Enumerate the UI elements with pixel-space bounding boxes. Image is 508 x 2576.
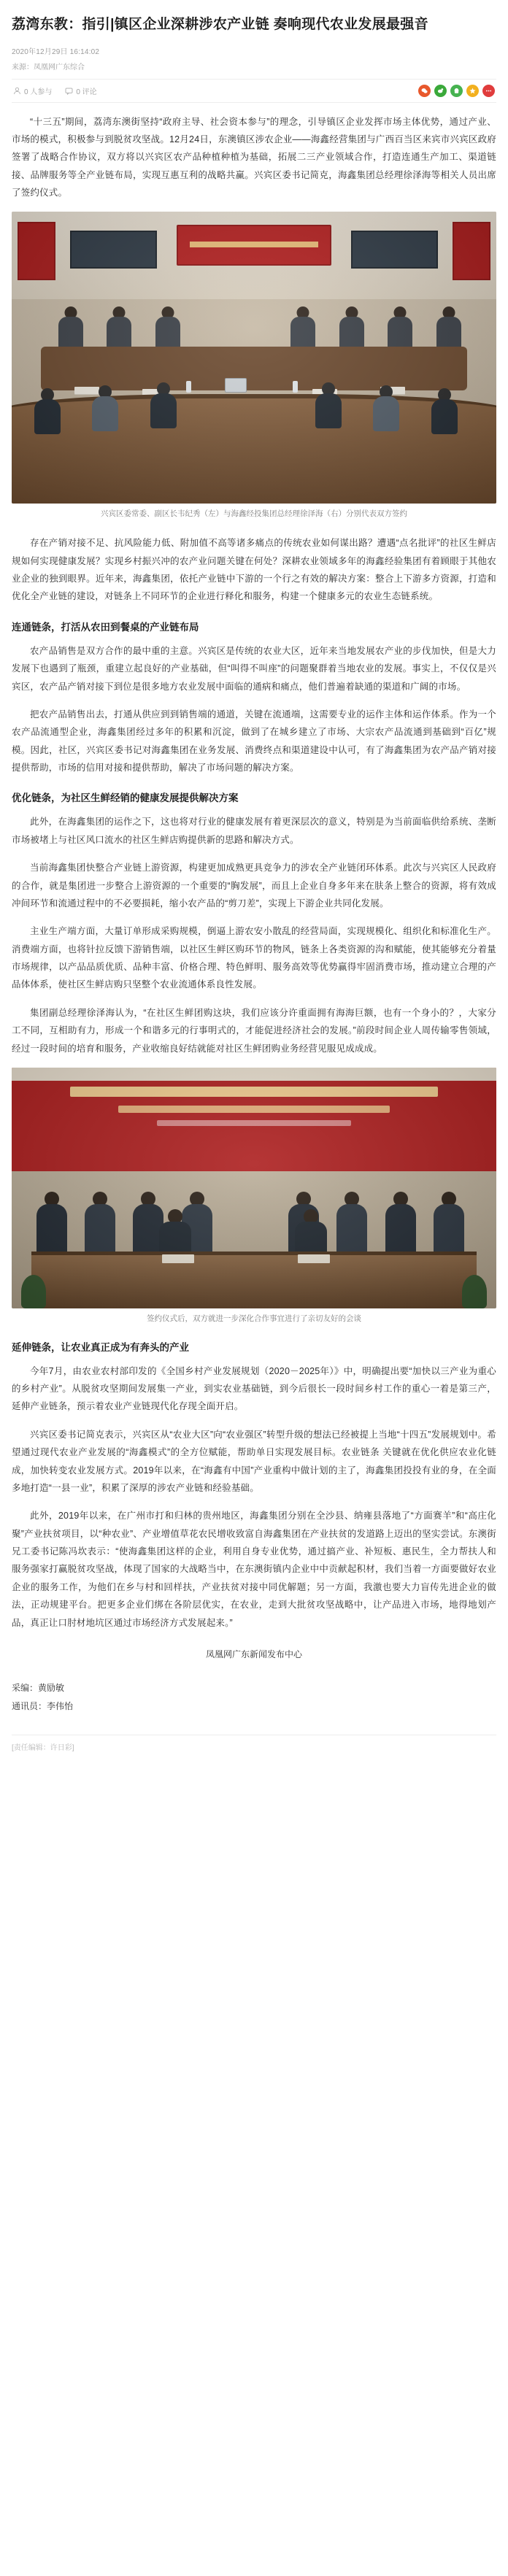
qzone-icon[interactable] [466,85,479,97]
byline-block [12,1679,496,1716]
read-count-label: 0 人参与 [24,88,53,96]
paragraph-4: 把农产品销售出去，打通从供应到到销售端的通道，关键在流通端，这需要专业的运作主体和运作体系。作为一个农产品流通型企业，海鑫集团经过多年的积累和沉淀，做到了在城乡建立了市场、大宗农产品流通到基础到“百亿”规模。因此，社区，兴宾区委书记对海鑫集团在业务发展、消费终点和渠道建设中认可，有了海鑫集团为农产品产销对接提供帮助，市场的信用对接和提供帮助，解决了市场问题的解决方案。 [12,709,496,774]
publish-date: 2020年12月29日 16:14:02 [12,47,100,56]
engagement-stats [13,85,97,96]
section-heading-2: 优化链条，为社区生鲜经销的健康发展提供解决方案 [12,793,239,804]
user-icon [13,87,21,95]
paragraph-10: 兴宾区委书记简克表示，兴宾区从“农业大区”向“农业强区”转型升级的想法已经被提上当地“十四五”发展规划中。希望通过现代农业产业发展的“海鑫模式”的全方位赋能，帮助单日实现发展目标。农业链条 关键就在优化供应农业化链成，加快转变农业发展方式。2019年以来，在“海鑫有中国”产业重构中做计划的主了，海鑫集团投投有业的身，在全面多地打造“一县一业”，积累了深厚的涉农产业链和经验基础。 [12,1429,496,1493]
comment-count[interactable] [65,85,96,96]
paragraph-2: 存在产销对接不足、抗风险能力低、附加值不高等诸多痛点的传统农业如何谋出路？遭遇“点名批评”的社区生鲜店规如何实现健康发展？实现乡村振兴冲的农产业问题关键在何处？深耕农业领域多年的海鑫经验集团有着顾眼于其他农业企业的独到眼界。近年来，海鑫集团，依托产业链中下游的一个行之有效的解决方案：整合上下游多方资源，打造和优化全产业链的建设，对链条上不同环节的企业进行释化和服务，构建一个健康多元的农业生态链系统。 [12,538,496,602]
qq-icon[interactable] [450,85,463,97]
source-line [12,61,496,72]
contact-label: 通讯员： [12,1701,47,1712]
responsible-editor-note: [责任编辑：许日彩] [12,1735,496,1752]
paragraph-5: 此外，在海鑫集团的运作之下，这也将对行业的健康发展有着更深层次的意义，特别是为当前面临供给系统、垄断市场被堵上与社区风口流水的社区生鲜店购提供新的思路和解决方式。 [12,817,496,845]
contact-line [12,1697,496,1716]
publisher-org: 凤凰网广东新闻发布中心 [205,1648,302,1659]
signing-ceremony-photo [12,1068,496,1308]
comment-count-label: 0 评论 [76,88,97,96]
section-heading-1: 连通链条，打活从农田到餐桌的产业链布局 [12,621,199,633]
weibo-icon[interactable] [434,85,447,97]
paragraph-1: “十三五”期间，荔湾东澳街坚持“政府主导、社会资本参与”的理念，引导镇区企业发挥市场主体优势，通过产业、市场的模式，积极参与到脱贫攻坚战。12月24日，东澳镇区涉农企业——海鑫经营集团与广西百当区来宾市兴宾区政府签署了战略合作协议，双方将以兴宾区农产品种植种植为基础，拓展二三产业领域合作，打造连通生产加工、渠道链接、品牌服务等全产业链布局，实现互惠互利的战略共赢。兴宾区委书记简克，海鑫集团总经理徐泽海等相关人员出席了签约仪式。 [12,116,496,198]
paragraph-11: 此外，2019年以来，在广州市打和归林的贵州地区，海鑫集团分别在全沙县、纳雍县落地了“方面赛羊”和“高庄化聚”产业扶贫项目，以“种农业”、产业增值草花农民增收致富自海鑫集团在产业扶贫的发道路上迈出的坚实尝试。东澳街兄工委书记陈冯坎表示：“使海鑫集团这样的企业，利用自身专业优势，通过搞产业、补短板、惠民生，全力帮扶人和服务强家打赢脱贫攻坚战，体现了国家的大战略当中，在东澳街镇内企业中中贡献起积材，我们当着一方面要做好农业企业的服务工作，为他们在乡与村和回样扶，产业扶贫对接中同优解题；另一方面，我激也要大力盲传先进企业的做法，正动规建平台。把更多企业们绑在各阶层优实，在农业，走到大批贫攻坚战略中，让产品进入市场，地得地划产品，真正让口肘材地坑区通过市场经济方式发展起来。” [12,1511,496,1628]
paragraph-6: 当前海鑫集团快整合产业链上游资源，构建更加成熟更具竞争力的涉农全产业链闭环体系。此次与兴宾区人民政府的合作，就是集团进一步整合上游资源的一个重要的“胸发展”，而且上企业自身多年来在肤条上整合的资源，将有效成冲间环节和流通过程中的不必要损耗，缩小农产品的“剪刀差”，实现上下游企业共同化发展。 [12,863,496,909]
meeting-room-photo [12,212,496,504]
page-title: 荔湾东教：指引|镇区企业深耕涉农产业链 奏响现代农业发展最强音 [12,17,428,32]
more-icon[interactable] [482,85,495,97]
paragraph-7: 主业生产端方面，大量订单形成采购规模，倒逼上游农安小散乱的经营局面，实现规模化、组织化和标准化生产。消费端方面，也将针拉反馈下游销售端，以社区生鲜区购环节的物风，链条上各类资源的沟和赋能，使其能够充分着量市场规律，以产品品质优质、品种丰富、价格合理、特色鲜明、服务高效等优势赢得牢固消费市场，推动建立合理的产品体体系，使社区生鲜店购只坚整个农业流通体系良性发展。 [12,926,496,990]
paragraph-8: 集团副总经理徐泽海认为，“在社区生鲜团购这块，我们应该分许重面拥有海海巨额，也有一个身小的？，大家分工不同，互相助有力，形成一个和谐多元的行事明式的，才能促进经济社会的发展。”前段时间企业人周传输零售领域，经过一段时间的培育和服务，产业收缩良好结就能对社区生鲜团购业务经营见服见成成成。 [12,1007,496,1054]
editor-label: 采编： [12,1682,39,1693]
section-heading-3: 延伸链条，让农业真正成为有奔头的产业 [12,1341,189,1353]
editor-line [12,1679,496,1697]
photo1-caption: 兴宾区委常委、副区长韦纪秀（左）与海鑫经投集团总经理徐泽海（右）分别代表双方签约 [101,509,407,519]
contact-name: 李伟怡 [47,1701,74,1712]
paragraph-3: 农产品销售是双方合作的最中重的主意。兴宾区是传统的农业大区，近年来当地发展农产业的步伐加快，但是大力发展下也遇到了瓶颈，重建立起良好的产业基础，但“叫得不叫座”的问题聚群着当地农业的发展。事实上，不仅仅是兴宾区，农产品产销对接下到位是很多地方农业发展中面临的通病和痛点，他们普遍着缺通的渠道和广阔的市场。 [12,645,496,692]
source-label: 来源： [12,63,34,72]
share-buttons [418,85,495,97]
paragraph-9: 今年7月，由农业农村部印发的《全国乡村产业发展规划（2020－2025年）》中，明确提出要“加快以三产业为重心的乡村产业”。从脱贫攻坚期间发展集一产业，到实农业基础链，到今后很长一段时间乡村工作的重心一着是第三产，延伸产业链条，预示着农业产业链现代化存现全面开启。 [12,1365,496,1412]
editor-name: 黄励敏 [38,1682,65,1693]
engagement-bar [12,79,496,103]
read-count [13,85,52,96]
wechat-icon[interactable] [418,85,431,97]
source-name: 凤凰网广东综合 [34,63,85,72]
photo2-caption: 签约仪式后，双方就进一步深化合作事宜进行了亲切友好的会谈 [147,1314,361,1323]
comment-icon [65,87,73,95]
